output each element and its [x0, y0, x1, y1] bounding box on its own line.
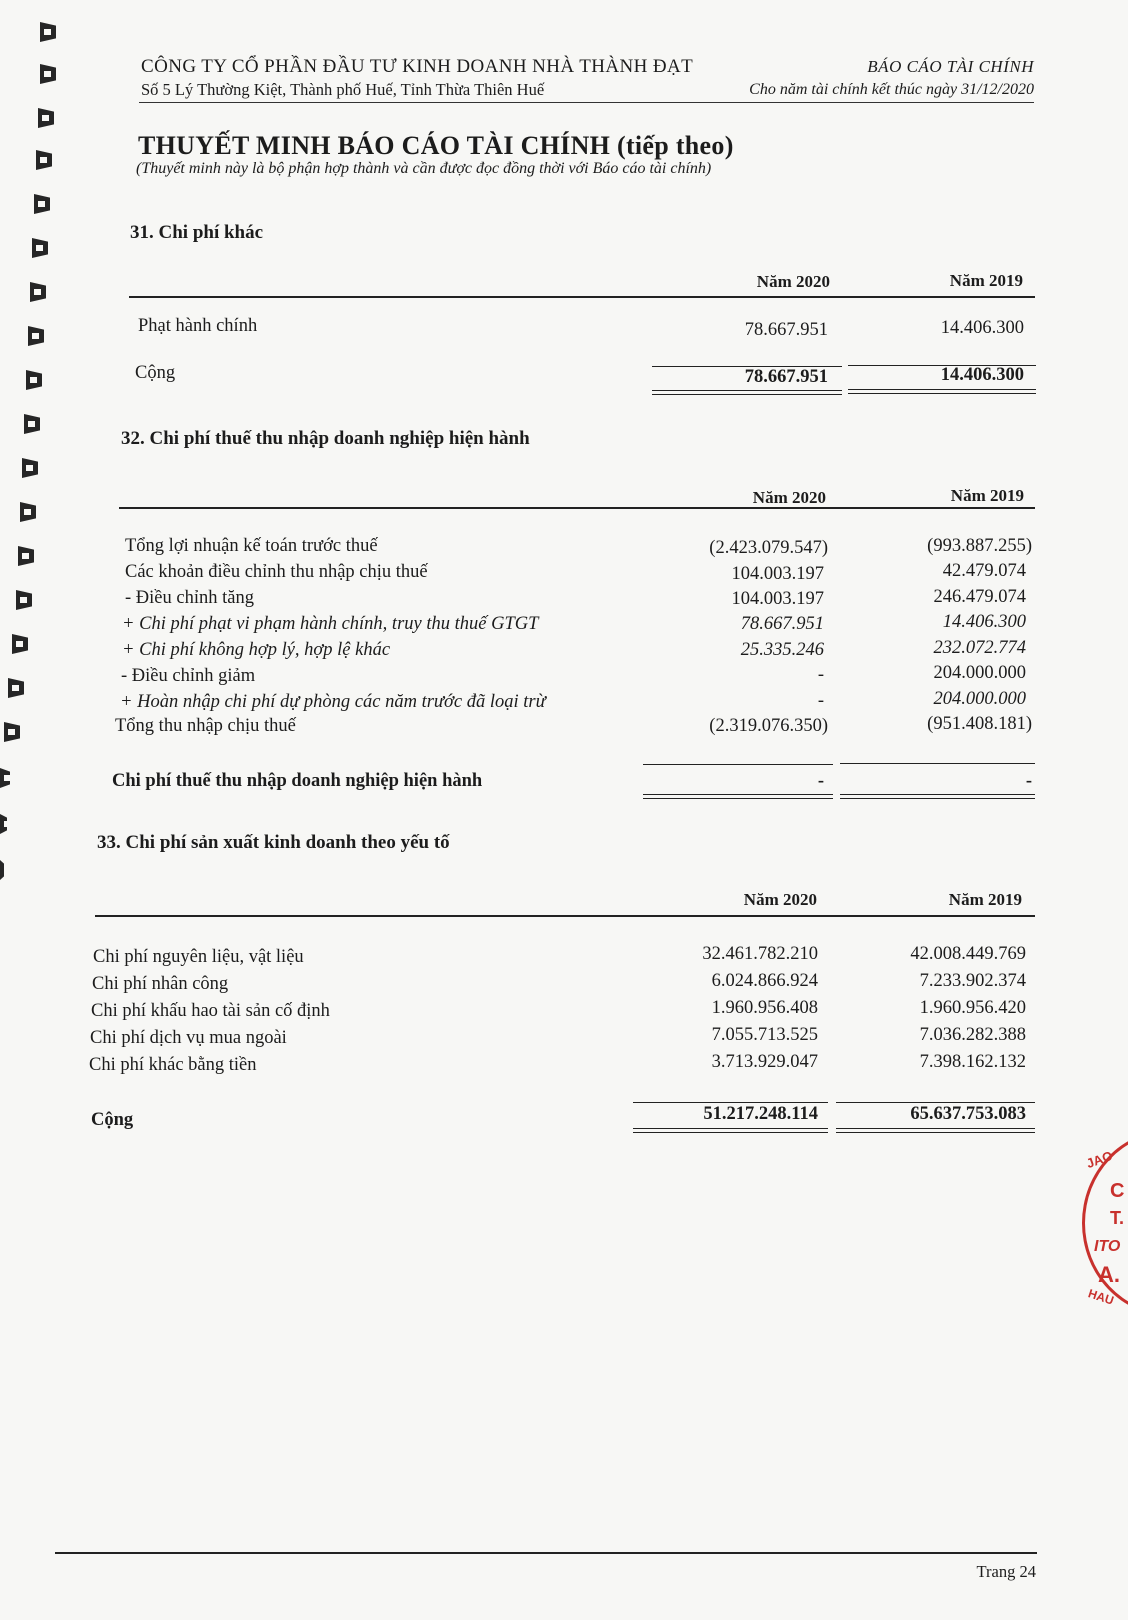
section-31-total-label: Cộng — [135, 363, 176, 383]
section-33-total-rule-2020-a — [633, 1128, 828, 1129]
section-33-row-2020: 6.024.866.924 — [711, 971, 818, 991]
section-33-row-label: Chi phí khác bằng tiền — [89, 1055, 257, 1075]
section-31-total-2020: 78.667.951 — [744, 367, 828, 387]
section-32-row-2020: (2.423.079.547) — [709, 538, 828, 558]
section-33-row-2019: 1.960.956.420 — [919, 998, 1026, 1018]
section-32-total-2019: - — [1025, 771, 1032, 791]
section-32-row-label: - Điều chỉnh giảm — [121, 666, 256, 686]
section-32-row-2019: 232.072.774 — [933, 638, 1026, 658]
section-33-row-2019: 42.008.449.769 — [910, 944, 1026, 964]
section-32-row-2019: 42.479.074 — [942, 561, 1026, 581]
stamp-text: ITO — [1094, 1238, 1121, 1255]
company-address: Số 5 Lý Thường Kiệt, Thành phố Huế, Tỉnh Thừa Thiên Huế — [141, 80, 545, 99]
footer-rule — [55, 1552, 1037, 1554]
section-31-col-2019: Năm 2019 — [949, 271, 1023, 290]
section-32-row-2020: - — [817, 665, 824, 685]
section-32-row-2020: 104.003.197 — [731, 589, 824, 609]
section-31-total-2019: 14.406.300 — [940, 365, 1024, 385]
section-33-row-label: Chi phí nhân công — [92, 974, 229, 994]
stamp-text: A. — [1098, 1262, 1120, 1287]
section-32-row-2019: 14.406.300 — [942, 612, 1026, 632]
section-32-row-2020: 78.667.951 — [740, 614, 824, 634]
section-32-col-2019: Năm 2019 — [950, 486, 1024, 505]
section-32-row-2019: (993.887.255) — [927, 536, 1032, 556]
section-32-row-2020: (2.319.076.350) — [709, 716, 828, 736]
section-32-col-2020: Năm 2020 — [752, 488, 826, 507]
section-31-total-rule-2020-a — [652, 390, 842, 391]
section-32-row-label: Tổng thu nhập chịu thuế — [115, 716, 296, 736]
section-32-total-rule-2019-a — [840, 794, 1035, 795]
page-title: THUYẾT MINH BÁO CÁO TÀI CHÍNH (tiếp theo) — [138, 131, 734, 160]
section-32-row-label: - Điều chỉnh tăng — [125, 588, 254, 608]
section-32-header-rule — [119, 507, 1035, 509]
section-33-total-2019: 65.637.753.083 — [910, 1104, 1026, 1124]
section-33-row-2019: 7.233.902.374 — [919, 971, 1026, 991]
section-33-col-2019: Năm 2019 — [948, 890, 1022, 909]
page-number: Trang 24 — [976, 1562, 1036, 1581]
section-33-total-2020: 51.217.248.114 — [703, 1104, 818, 1124]
section-32-row-2019: 204.000.000 — [933, 663, 1026, 683]
section-33-row-2019: 7.398.162.132 — [919, 1052, 1026, 1072]
section-32-total-label: Chi phí thuế thu nhập doanh nghiệp hiện hành — [112, 771, 483, 791]
section-33-total-top-rule-2020 — [633, 1102, 828, 1103]
section-32-row-label: + Hoàn nhập chi phí dự phòng các năm trước đã loại trừ — [120, 692, 546, 712]
section-31-title: 31. Chi phí khác — [130, 222, 264, 243]
section-31-total-rule-2019-b — [848, 393, 1036, 394]
section-32-total-top-rule-2020 — [643, 764, 833, 765]
stamp-text: JAO — [1084, 1147, 1115, 1172]
section-33-title: 33. Chi phí sản xuất kinh doanh theo yếu tố — [97, 832, 450, 853]
stamp-text: HAU — [1086, 1286, 1116, 1308]
section-33-row-2020: 7.055.713.525 — [711, 1025, 818, 1045]
section-31-row-2019: 14.406.300 — [940, 318, 1024, 338]
section-31-total-rule-2019-a — [848, 389, 1036, 390]
section-33-total-rule-2019-b — [836, 1132, 1035, 1133]
section-33-total-rule-2019-a — [836, 1128, 1035, 1129]
company-stamp — [1082, 1130, 1128, 1310]
section-32-row-label: + Chi phí không hợp lý, hợp lệ khác — [122, 640, 391, 660]
section-33-row-2019: 7.036.282.388 — [919, 1025, 1026, 1045]
section-33-total-label: Cộng — [91, 1110, 134, 1130]
section-33-col-2020: Năm 2020 — [743, 890, 817, 909]
section-32-total-2020: - — [817, 771, 824, 791]
section-33-total-rule-2020-b — [633, 1132, 828, 1133]
report-title: BÁO CÁO TÀI CHÍNH — [867, 57, 1034, 76]
section-32-total-rule-2020-b — [643, 798, 833, 799]
binding-strip — [0, 0, 70, 1620]
section-32-row-label: Tổng lợi nhuận kế toán trước thuế — [125, 536, 378, 556]
section-31-col-2020: Năm 2020 — [756, 272, 830, 291]
section-32-row-2020: 25.335.246 — [740, 640, 824, 660]
section-32-row-2020: - — [817, 691, 824, 711]
section-31-row-label: Phạt hành chính — [138, 316, 258, 336]
section-32-total-rule-2019-b — [840, 798, 1035, 799]
section-33-header-rule — [95, 915, 1035, 917]
header-rule — [139, 102, 1034, 103]
section-31-header-rule — [129, 296, 1035, 298]
section-33-row-label: Chi phí nguyên liệu, vật liệu — [93, 947, 304, 967]
section-32-row-2020: 104.003.197 — [731, 564, 824, 584]
section-32-row-2019: (951.408.181) — [927, 714, 1032, 734]
stamp-text: T. — [1110, 1208, 1125, 1228]
section-33-total-top-rule-2019 — [836, 1102, 1035, 1103]
section-33-row-2020: 32.461.782.210 — [702, 944, 818, 964]
section-32-total-top-rule-2019 — [840, 763, 1035, 764]
report-period: Cho năm tài chính kết thúc ngày 31/12/2020 — [749, 81, 1034, 98]
section-32-row-2019: 246.479.074 — [933, 587, 1026, 607]
section-32-row-label: Các khoản điều chỉnh thu nhập chịu thuế — [125, 562, 428, 582]
section-33-row-2020: 1.960.956.408 — [711, 998, 818, 1018]
section-32-row-2019: 204.000.000 — [933, 689, 1026, 709]
stamp-text: C — [1110, 1180, 1125, 1202]
section-32-total-rule-2020-a — [643, 794, 833, 795]
section-32-title: 32. Chi phí thuế thu nhập doanh nghiệp hiện hành — [121, 428, 530, 449]
section-32-row-label: + Chi phí phạt vi phạm hành chính, truy thu thuế GTGT — [122, 614, 539, 634]
section-33-row-label: Chi phí khấu hao tài sản cố định — [91, 1001, 330, 1021]
section-31-row-2020: 78.667.951 — [744, 320, 828, 340]
section-31-total-rule-2020-b — [652, 394, 842, 395]
company-name: CÔNG TY CỔ PHẦN ĐẦU TƯ KINH DOANH NHÀ THÀNH ĐẠT — [141, 56, 694, 77]
section-33-row-2020: 3.713.929.047 — [711, 1052, 818, 1072]
page-subtitle: (Thuyết minh này là bộ phận hợp thành và cần được đọc đồng thời với Báo cáo tài chính) — [136, 160, 712, 177]
section-33-row-label: Chi phí dịch vụ mua ngoài — [90, 1028, 287, 1048]
